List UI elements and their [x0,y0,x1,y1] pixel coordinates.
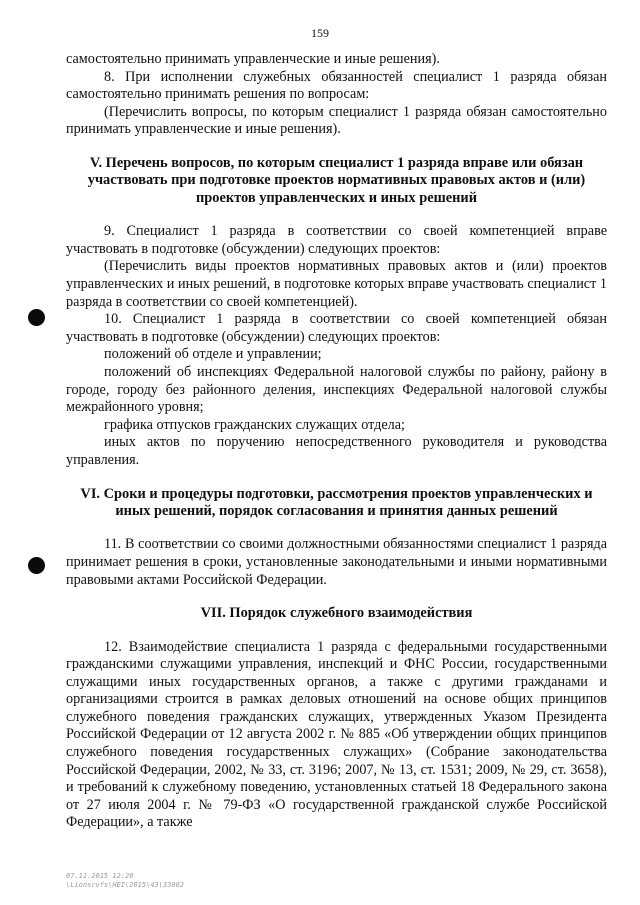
paragraph-10: 10. Специалист 1 разряда в соответствии со своей компетенцией обязан участвовать в подготовке (обсуждении) следующих проектов: [66,311,607,345]
document-body [66,51,607,832]
paragraph-continuation: самостоятельно принимать управленческие и иные решения). [66,51,440,67]
paragraph-12: 12. Взаимодействие специалиста 1 разряда с федеральными государственными гражданскими служащими управления, инспекций и ФНС России, государственными служащими иных государственных органов, а также с другими гражданами и организациями строится в рамках деловых отношений на основе общих принципов служебного поведения гражданских служащих, утвержденных Указом Президента Российской Федерации от 12 августа 2002 г. № 885 «Об утверждении общих принципов служебного поведения государственных служащих» (Собрание законодательства Российской Федерации, 2002, № 33, ст. 3196; 2007, № 13, ст. 1531; 2009, № 29, ст. 3658), и требований к служебному поведению, установленных статьей 18 Федерального закона от 27 июля 2004 г. № 79-ФЗ «О государственной гражданской службе Российской Федерации», а также [66,638,607,831]
file-stamp [66,872,184,890]
list-item-other-acts: иных актов по поручению непосредственного руководителя и руководства управления. [66,434,607,468]
paragraph-8-note: (Перечислить вопросы, по которым специалист 1 разряда обязан самостоятельно принимать управленческие и иные решения). [66,103,607,138]
page-number: 159 [311,26,329,40]
paragraph-11: 11. В соответствии со своими должностными обязанностями специалист 1 разряда принимает решения в сроки, установленные законодательными и иными нормативными правовыми актами Российской Федерации. [66,536,607,588]
punch-hole-bottom [28,557,45,574]
paragraph-9: 9. Специалист 1 разряда в соответствии со своей компетенцией вправе участвовать в подготовке (обсуждении) следующих проектов: [66,223,607,257]
section-6-heading: VI. Сроки и процедуры подготовки, рассмотрения проектов управленческих и иных решений, порядок согласования и принятия данных решений [80,485,593,519]
list-item-regulations-inspections: положений об инспекциях Федеральной налоговой службы по району, району в городе, городу без районного деления, инспекциях Федеральной налоговой службы межрайонного уровня; [66,363,607,416]
section-7-heading: VII. Порядок служебного взаимодействия [200,605,473,622]
paragraph-8: 8. При исполнении служебных обязанностей специалист 1 разряда обязан самостоятельно принимать решения по вопросам: [66,68,607,103]
file-stamp-path: \Lionsrvfs\HEI\2015\43\33062 [66,881,185,889]
file-stamp-date: 07.11.2015 12:20 [66,872,134,880]
list-item-regulations-department: положений об отделе и управлении; [104,346,322,363]
paragraph-9-note: (Перечислить виды проектов нормативных правовых актов и (или) проектов управленческих и иных решений, в подготовке которых вправе участвовать специалист 1 разряда в соответствии со своей компетенцией). [66,258,607,310]
list-item-vacation-schedule: графика отпусков гражданских служащих отдела; [104,416,405,433]
punch-hole-top [28,309,45,326]
section-5-heading: V. Перечень вопросов, по которым специалист 1 разряда вправе или обязан участвовать при подготовке проектов нормативных правовых актов и (или) проектов управленческих и иных решений [87,154,586,206]
